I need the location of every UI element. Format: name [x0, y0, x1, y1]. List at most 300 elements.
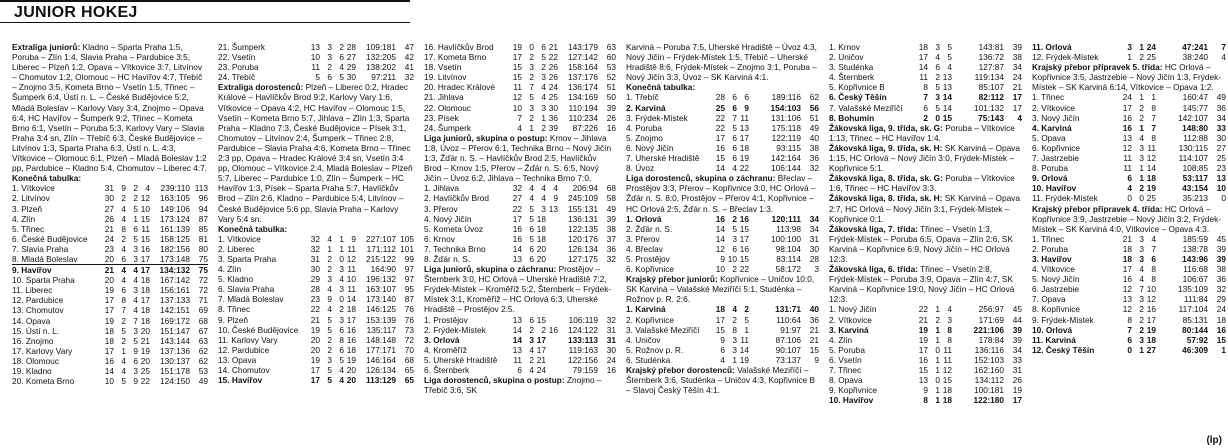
match-results: Znojmo – Třebíč 3:6, SK: [424, 375, 602, 396]
wins: 15: [715, 153, 725, 164]
points: 32: [1216, 284, 1226, 295]
losses-a: 17: [536, 344, 546, 355]
losses-a: 15: [739, 223, 749, 234]
wins: 8: [923, 82, 928, 93]
points: 39: [1216, 253, 1226, 264]
losses-a: 13: [942, 82, 952, 93]
losses-b: 11: [141, 223, 150, 234]
losses-a: 9: [133, 345, 138, 356]
wins: 9: [923, 385, 928, 396]
score: 175:118: [771, 122, 801, 133]
overtime: 2: [121, 335, 126, 346]
team-name: 1. Vítkovice: [218, 233, 261, 244]
table-row: [424, 244, 616, 254]
points: 67: [198, 325, 208, 336]
team-name: 2. Kopřivnice: [626, 314, 674, 325]
points: 30: [1216, 132, 1226, 143]
table-row: [829, 365, 1022, 375]
table-row: [424, 42, 616, 52]
wins: 0: [1127, 193, 1132, 204]
losses-b: 10: [140, 203, 150, 214]
overtime: 5: [529, 203, 534, 214]
team-name: 24. Šumperk: [424, 122, 472, 133]
losses-a: 6: [133, 355, 138, 366]
table-row: [12, 265, 208, 275]
losses-a: 14: [942, 92, 952, 103]
losses-a: 5: [947, 52, 952, 63]
table-row: [424, 254, 616, 264]
wins: 20: [104, 253, 114, 264]
points: 31: [606, 324, 616, 335]
wins: 6: [517, 365, 522, 375]
points: 39: [1012, 42, 1022, 52]
results-paragraph: [829, 224, 1022, 264]
losses-a: 8: [1151, 264, 1156, 275]
losses-b: 19: [140, 345, 150, 356]
wins: 18: [1122, 253, 1132, 264]
table-row: [424, 113, 616, 123]
team-name: 9. Kopřivnice: [829, 385, 877, 396]
team-name: 11. Karlovy Vary: [218, 334, 278, 345]
overtime: 3: [1139, 153, 1144, 164]
overtime: 1: [1139, 163, 1144, 174]
wins: 21: [1122, 233, 1132, 244]
score: 142:107: [1178, 112, 1208, 123]
losses-a: 4: [133, 275, 138, 286]
losses-b: 29: [346, 62, 356, 73]
points: 24: [1216, 304, 1226, 315]
team-name: 16. Znojmo: [12, 335, 54, 346]
points: 97: [404, 264, 414, 275]
results-column-4: [626, 42, 819, 446]
table-row: [626, 123, 819, 133]
team-name: 5. Kladno: [218, 274, 254, 285]
overtime: 2: [935, 72, 940, 83]
team-name: 2. Uničov: [829, 52, 864, 63]
overtime: 2: [1139, 314, 1144, 325]
score: 137:176: [568, 72, 598, 83]
overtime: 8: [121, 295, 126, 306]
losses-b: [749, 123, 761, 133]
losses-a: 9: [133, 376, 138, 387]
team-name: 4. Zlín: [218, 264, 242, 275]
overtime: 3: [732, 344, 737, 355]
table-row: [1032, 173, 1226, 183]
team-name: 6. Kopřivnice: [626, 264, 674, 275]
losses-b: 9: [351, 233, 356, 244]
wins: 19: [918, 324, 928, 335]
losses-a: 17: [739, 233, 749, 244]
score: 85:131: [1182, 314, 1208, 325]
score: 98:104: [775, 243, 801, 254]
score: 109:181: [366, 42, 396, 52]
losses-a: 8: [1151, 132, 1156, 143]
losses-a: 4: [339, 274, 344, 285]
table-row: [12, 204, 208, 214]
score: 108:85: [1182, 163, 1208, 174]
wins: 13: [1122, 132, 1132, 143]
losses-a: 2: [339, 42, 344, 52]
points: 94: [198, 203, 208, 214]
points: 4: [1017, 112, 1022, 123]
table-row: [424, 183, 616, 193]
points: 76: [404, 314, 414, 325]
results-paragraph: [626, 42, 819, 82]
losses-a: 3: [339, 284, 344, 295]
team-name: 6. Kopřivnice: [1032, 142, 1080, 153]
overtime: 3: [327, 274, 332, 285]
wins: 14: [104, 366, 114, 376]
losses-b: [952, 92, 964, 102]
overtime: 3: [1139, 253, 1144, 264]
losses-b: [1156, 193, 1168, 203]
wins: 23: [104, 243, 114, 254]
score: 153:139: [366, 314, 396, 325]
losses-a: 5: [339, 354, 344, 365]
overtime: 5: [327, 365, 332, 375]
wins: 15: [918, 365, 928, 375]
overtime: 6: [732, 142, 737, 153]
overtime: 6: [732, 102, 737, 113]
score: 120:176: [568, 233, 598, 244]
losses-a: 18: [942, 385, 952, 396]
losses-a: 5: [339, 72, 344, 83]
points: 62: [198, 345, 208, 356]
team-name: 22. Vsetín: [218, 52, 256, 63]
table-row: [1032, 234, 1226, 244]
points: 65: [404, 365, 414, 375]
score: 148:148: [366, 334, 396, 345]
points: 42: [404, 52, 414, 63]
losses-a: 16: [1146, 304, 1156, 315]
wins: 13: [1122, 294, 1132, 305]
table-row: [1032, 42, 1226, 52]
table-row: [424, 103, 616, 113]
losses-a: 1: [541, 112, 546, 123]
match-results: SK Karviná – Opava 1:15, HC Orlová – Nový Jičín 3:0, Frýdek-Místek – Kopřivnice 5:1.: [829, 142, 1020, 174]
score: 169:172: [160, 315, 190, 326]
table-row: [829, 304, 1022, 314]
losses-a: 12: [1146, 153, 1156, 164]
losses-a: 21: [536, 354, 546, 365]
wins: 17: [918, 344, 928, 355]
wins: 19: [310, 324, 320, 335]
team-name: 7. Mladá Boleslav: [218, 294, 284, 305]
losses-b: [952, 335, 964, 345]
losses-b: [749, 315, 761, 325]
losses-b: 17: [140, 265, 150, 276]
overtime: 7: [1139, 284, 1144, 295]
losses-b: 20: [140, 355, 150, 366]
losses-a: 27: [1146, 344, 1156, 355]
overtime: 1: [935, 304, 940, 315]
table-row: [626, 264, 819, 274]
table-row: [1032, 123, 1226, 133]
wins: 13: [512, 314, 522, 325]
table-row: [1032, 254, 1226, 264]
losses-a: 2: [541, 324, 546, 335]
wins: 17: [104, 295, 114, 306]
points: 38: [606, 223, 616, 234]
competition-name: Extraliga juniorů:: [12, 42, 81, 52]
team-name: 1. Krnov: [829, 42, 860, 52]
results-paragraph: [424, 375, 616, 395]
overtime: 3: [935, 92, 940, 103]
overtime: 2: [1139, 324, 1144, 335]
table-row: [218, 365, 414, 375]
match-results: Třinec – Vsetín 2:8, Frýdek-Místek – Poruba 3:9, Opava – Zlín 4:7, SK Karviná – Kopřivnice 19:0, Nový Jičín – HC Orlová 12:3.: [829, 264, 1015, 305]
losses-b: 39: [548, 122, 558, 133]
wins: 9: [720, 334, 725, 345]
table-row: [424, 355, 616, 365]
losses-b: [546, 335, 558, 345]
table-row: [1032, 345, 1226, 355]
team-name: 18. Vsetín: [424, 62, 462, 73]
points: 44: [1012, 314, 1022, 325]
overtime: 5: [327, 314, 332, 325]
losses-b: 18: [140, 285, 150, 296]
table-row: [218, 244, 414, 254]
score: 113:129: [366, 375, 396, 386]
table-row: [424, 365, 616, 375]
points: 38: [809, 142, 819, 153]
wins: 21: [918, 314, 928, 325]
score: 143:96: [1182, 253, 1208, 264]
losses-b: [1156, 103, 1168, 113]
table-row: [424, 82, 616, 92]
losses-b: [749, 163, 761, 173]
score: 100:181: [974, 385, 1004, 396]
wins: 27: [512, 193, 522, 204]
losses-a: 5: [947, 42, 952, 52]
losses-b: 20: [140, 325, 150, 336]
losses-a: 8: [1151, 102, 1156, 113]
team-name: 9. Orlová: [1032, 173, 1068, 184]
score: 47:241: [1182, 42, 1208, 52]
points: 32: [809, 163, 819, 174]
losses-b: 22: [140, 376, 150, 387]
results-paragraph: [829, 173, 1022, 193]
wins: 31: [310, 253, 320, 264]
score: 100:100: [771, 233, 801, 244]
wins: 16: [1122, 122, 1132, 133]
score: 135:109: [1178, 284, 1208, 295]
results-paragraph: [829, 193, 1022, 223]
losses-a: 0: [339, 253, 344, 264]
points: 30: [809, 243, 819, 254]
points: 68: [198, 315, 208, 326]
score: 93:115: [776, 142, 801, 153]
points: 1: [1221, 344, 1226, 355]
points: 49: [1216, 92, 1226, 103]
losses-b: [1156, 42, 1168, 52]
losses-b: 16: [548, 324, 558, 335]
losses-b: 22: [548, 52, 558, 63]
losses-b: [749, 325, 761, 335]
team-name: 10. Sparta Praha: [12, 275, 75, 286]
losses-b: [1156, 274, 1168, 284]
table-row: [1032, 244, 1226, 254]
points: 9: [814, 354, 819, 365]
team-name: 4. Nový Jičín: [424, 213, 472, 224]
competition-name: Liga juniorů, skupina o záchranu:: [424, 264, 557, 275]
points: 30: [606, 344, 616, 355]
overtime: 2: [732, 264, 737, 275]
team-name: 3. Přerov: [424, 203, 458, 214]
results-paragraph: [626, 274, 819, 304]
losses-a: 3: [339, 264, 344, 275]
score: 146:164: [366, 354, 396, 365]
losses-b: [1156, 153, 1168, 163]
table-row: [424, 335, 616, 345]
competition-name: Žákovská liga, 7. třída:: [829, 223, 918, 234]
wins: 17: [1122, 102, 1132, 113]
overtime: 3: [529, 62, 534, 73]
losses-b: [952, 72, 964, 82]
overtime: 7: [732, 112, 737, 123]
overtime: 1: [935, 334, 940, 345]
wins: 19: [310, 354, 320, 365]
losses-b: [1156, 244, 1168, 254]
team-name: 4. Karviná: [1032, 122, 1072, 133]
team-name: 4. Břeclav: [626, 243, 663, 254]
points: 70: [404, 344, 414, 355]
losses-b: 24: [548, 82, 558, 93]
table-row: [1032, 153, 1226, 163]
points: 97: [404, 274, 414, 285]
table-row: [626, 133, 819, 143]
wins: 18: [918, 42, 928, 52]
losses-b: [952, 42, 964, 52]
table-row: [1032, 103, 1226, 113]
match-results: HC Orlová – Kopřivnice 3:5, Jastrzebie – Nový Jičín 1:3, Frýdek-Místek – SK Karviná 6:14, Vítkovice – Opava 1:2.: [1032, 62, 1222, 93]
overtime: 2: [732, 314, 737, 325]
losses-b: 25: [548, 92, 558, 103]
losses-b: [749, 254, 761, 264]
wins: 21: [104, 223, 114, 234]
score: 110:234: [568, 112, 598, 123]
results-column-2: [218, 42, 414, 446]
losses-b: [952, 52, 964, 62]
losses-b: 4: [145, 183, 150, 194]
score: 133:113: [568, 334, 598, 345]
table-row: [829, 385, 1022, 395]
points: 15: [1216, 334, 1226, 345]
score: 122:180: [973, 395, 1004, 406]
losses-a: 11: [740, 334, 749, 345]
wins: 28: [310, 284, 320, 295]
table-row: [1032, 284, 1226, 294]
team-name: 6. Slavia Praha: [218, 284, 275, 295]
losses-a: 4: [133, 305, 138, 316]
table-row: [424, 92, 616, 102]
wins: 20: [104, 275, 114, 286]
losses-b: [1156, 143, 1168, 153]
score: 148:80: [1182, 122, 1208, 133]
losses-b: [952, 325, 964, 335]
wins: 30: [310, 264, 320, 275]
table-heading: Konečná tabulka:: [626, 82, 696, 93]
score: 239:110: [160, 183, 190, 194]
overtime: 3: [529, 334, 534, 345]
losses-b: 11: [347, 264, 356, 275]
overtime: 1: [935, 354, 940, 365]
losses-b: [1156, 254, 1168, 264]
losses-a: 1: [1151, 92, 1156, 103]
overtime: 2: [121, 315, 126, 326]
wins: 18: [104, 335, 114, 346]
points: 49: [606, 203, 616, 214]
points: 53: [198, 366, 208, 376]
losses-b: 15: [140, 213, 150, 224]
table-row: [626, 315, 819, 325]
losses-b: [749, 345, 761, 355]
table-row: [12, 366, 208, 376]
losses-b: [952, 365, 964, 375]
score: 215:122: [366, 253, 396, 264]
score: 35:213: [1182, 193, 1208, 204]
team-name: 3. Studénka: [829, 62, 874, 73]
wins: 13: [918, 375, 928, 386]
points: 47: [404, 42, 414, 52]
losses-a: 0: [339, 294, 344, 305]
table-row: [1032, 325, 1226, 335]
match-results: Poruba – Vítkovice 1:6, Třinec – HC Havířov 3:3.: [829, 173, 1015, 194]
team-name: 22. Olomouc: [424, 102, 472, 113]
team-name: 2. Havlíčkův Brod: [424, 193, 490, 204]
table-row: [424, 224, 616, 234]
team-name: 3. Karviná: [829, 324, 869, 335]
score: 85:107: [978, 82, 1004, 93]
table-row: [829, 315, 1022, 325]
team-name: 19. Kladno: [12, 366, 52, 376]
table-row: [829, 103, 1022, 113]
team-name: 3. Frýdek-Místek: [626, 112, 688, 123]
losses-a: 18: [1146, 334, 1156, 345]
overtime: 4: [327, 233, 332, 244]
table-row: [12, 193, 208, 203]
table-row: [218, 355, 414, 365]
losses-b: [1156, 92, 1168, 102]
table-row: [12, 275, 208, 285]
overtime: 3: [1139, 243, 1144, 254]
team-name: 1. Třebíč: [626, 92, 659, 103]
losses-a: 4: [541, 82, 546, 93]
team-name: 10. Havířov: [829, 395, 874, 406]
competition-name: Extraliga dorostenců:: [218, 82, 304, 93]
team-name: 6. Krnov: [424, 233, 455, 244]
competition-name: Krajský přebor přípravek 4. třída:: [1032, 203, 1163, 214]
score: 46:309: [1182, 344, 1208, 355]
losses-a: 13: [739, 122, 749, 133]
score: 136:174: [568, 82, 598, 93]
table-row: [424, 52, 616, 62]
table-row: [12, 254, 208, 265]
overtime: 5: [121, 325, 126, 336]
overtime: 3: [1139, 294, 1144, 305]
overtime: 3: [529, 102, 534, 113]
points: 39: [606, 102, 616, 113]
score: 167:142: [160, 275, 190, 286]
losses-b: [546, 345, 558, 355]
table-row: [626, 224, 819, 234]
team-name: 7. Jastrzebie: [1032, 153, 1080, 164]
points: 37: [606, 233, 616, 244]
points: 16: [606, 365, 616, 375]
losses-b: 25: [140, 366, 150, 376]
overtime: 5: [935, 82, 940, 93]
points: 101: [400, 243, 414, 254]
